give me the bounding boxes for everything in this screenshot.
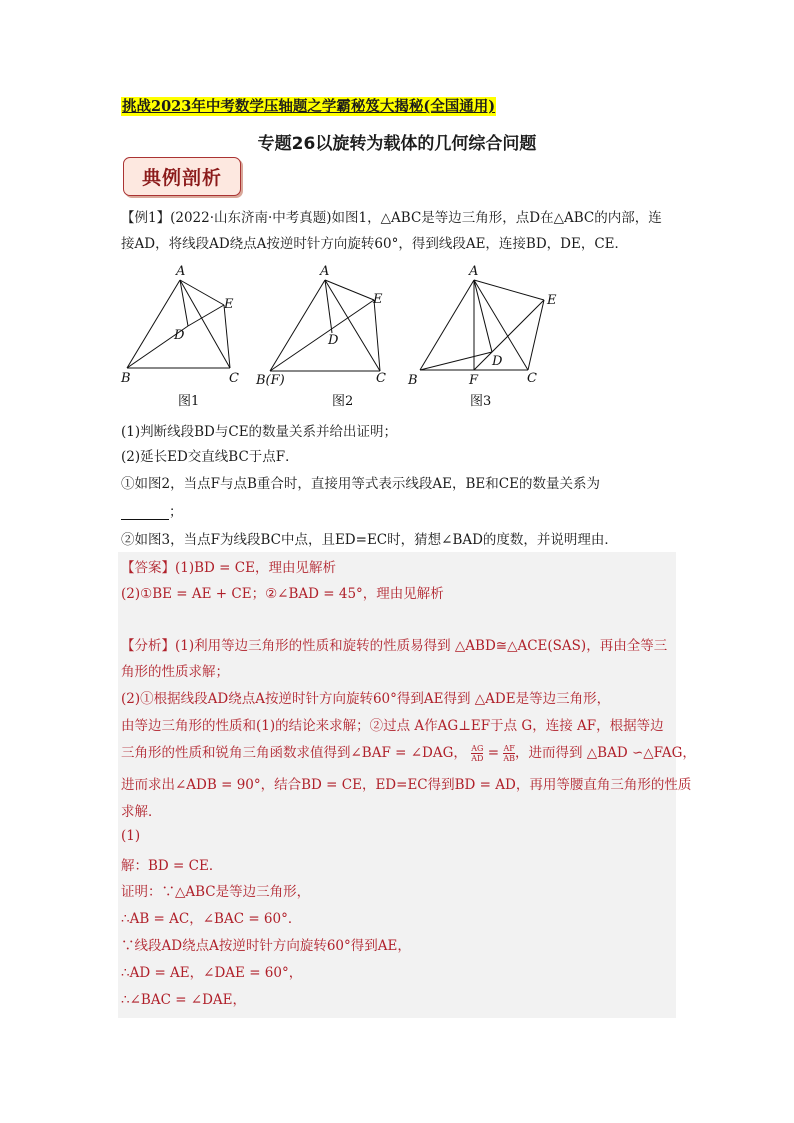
fig3-label-b: B	[408, 373, 418, 388]
answer-line-1: 【答案】(1)BD = CE，理由见解析	[121, 560, 336, 576]
fig2-label-d: D	[328, 333, 339, 348]
analysis-line-5	[121, 741, 696, 763]
fraction-ag-ad-den: AD	[471, 754, 484, 763]
fig3-label-c: C	[527, 371, 537, 386]
analysis-line-6: 进而求出∠ADB = 90°，结合BD = CE，ED=EC得到BD = AD，再用等腰直角三角形的性质	[121, 777, 692, 793]
analysis-line-1: 【分析】(1)利用等边三角形的性质和旋转的性质易得到 △ABD≅△ACE(SAS)，再由全等三	[121, 638, 668, 654]
series-title: 挑战2023年中考数学压轴题之学霸秘笈大揭秘(全国通用)	[122, 98, 496, 115]
solution-line-3: ∴AB = AC，∠BAC = 60°．	[121, 911, 302, 927]
question-1: (1)判断线段BD与CE的数量关系并给出证明；	[121, 424, 398, 440]
fig2-label-bf: B(F)	[256, 373, 285, 388]
analysis-line-5-pre: 三角形的性质和锐角三角函数求值得到∠BAF = ∠DAG，	[121, 745, 467, 761]
solution-part-1: (1)	[121, 828, 141, 844]
fig1-label-d: D	[174, 328, 185, 343]
section-label: 典例剖析	[141, 167, 222, 189]
analysis-line-4: 由等边三角形的性质和(1)的结论来求解；②过点 A作AG⊥EF于点 G，连接 AF，根据等边	[121, 718, 664, 734]
solution-line-4: ∵线段AD绕点A按逆时针方向旋转60°得到AE，	[121, 938, 411, 954]
fraction-af-ab	[503, 744, 515, 763]
answer-line-2: (2)①BE = AE + CE；②∠BAD = 45°，理由见解析	[121, 586, 444, 602]
question-2: (2)延长ED交直线BC于点F．	[121, 449, 299, 465]
solution-line-1: 解：BD = CE．	[121, 858, 223, 874]
fig1-label-c: C	[229, 371, 239, 386]
fig3-label-f: F	[469, 373, 479, 388]
fraction-ag-ad-num: AG	[471, 744, 484, 753]
question-2a-blank-line	[121, 500, 183, 520]
problem-line-1: 【例1】(2022·山东济南·中考真题)如图1，△ABC是等边三角形，点D在△ABC的内部，连	[121, 210, 662, 226]
answer-blank	[121, 505, 169, 520]
solution-line-5: ∴AD = AE，∠DAE = 60°，	[121, 965, 303, 981]
fig1-label-a: A	[176, 264, 186, 279]
analysis-line-7: 求解．	[121, 804, 162, 820]
fig2-caption: 图2	[332, 394, 354, 409]
figure-2	[270, 280, 380, 371]
fig3-caption: 图3	[470, 394, 492, 409]
fig2-label-a: A	[320, 264, 330, 279]
fraction-equals: =	[487, 745, 500, 761]
question-2b: ②如图3，当点F为线段BC中点，且ED=EC时，猜想∠BAD的度数，并说明理由．	[121, 532, 618, 548]
fig3-label-a: A	[469, 264, 479, 279]
fraction-af-ab-den: AB	[503, 754, 515, 763]
analysis-line-2: 角形的性质求解；	[121, 664, 229, 680]
solution-line-2: 证明：∵△ABC是等边三角形，	[121, 884, 311, 900]
solution-line-6: ∴∠BAC = ∠DAE，	[121, 992, 247, 1008]
fraction-ag-ad	[471, 744, 483, 763]
fig2-label-e: E	[373, 292, 383, 307]
problem-line-2: 接AD，将线段AD绕点A按逆时针方向旋转60°，得到线段AE，连接BD，DE，CE．	[121, 236, 629, 252]
question-2a: ①如图2，当点F与点B重合时，直接用等式表示线段AE，BE和CE的数量关系为	[121, 476, 600, 492]
page-title: 专题26以旋转为载体的几何综合问题	[257, 134, 537, 154]
analysis-line-5-post: ，进而得到 △BAD ∽△FAG，	[514, 745, 696, 761]
section-label-box	[123, 157, 241, 196]
figure-3	[420, 280, 544, 370]
fig2-label-c: C	[376, 371, 386, 386]
fig1-label-e: E	[224, 297, 234, 312]
analysis-line-3: (2)①根据线段AD绕点A按逆时针方向旋转60°得到AE得到 △ADE是等边三角形，	[121, 691, 611, 707]
fraction-af-ab-num: AF	[503, 744, 515, 753]
question-2a-end: ；	[169, 504, 183, 520]
figure-1	[127, 280, 230, 368]
fig1-caption: 图1	[178, 394, 200, 409]
fig3-label-d: D	[492, 354, 503, 369]
fig3-label-e: E	[547, 293, 557, 308]
geometry-figures	[110, 260, 570, 412]
fig1-label-b: B	[121, 371, 131, 386]
